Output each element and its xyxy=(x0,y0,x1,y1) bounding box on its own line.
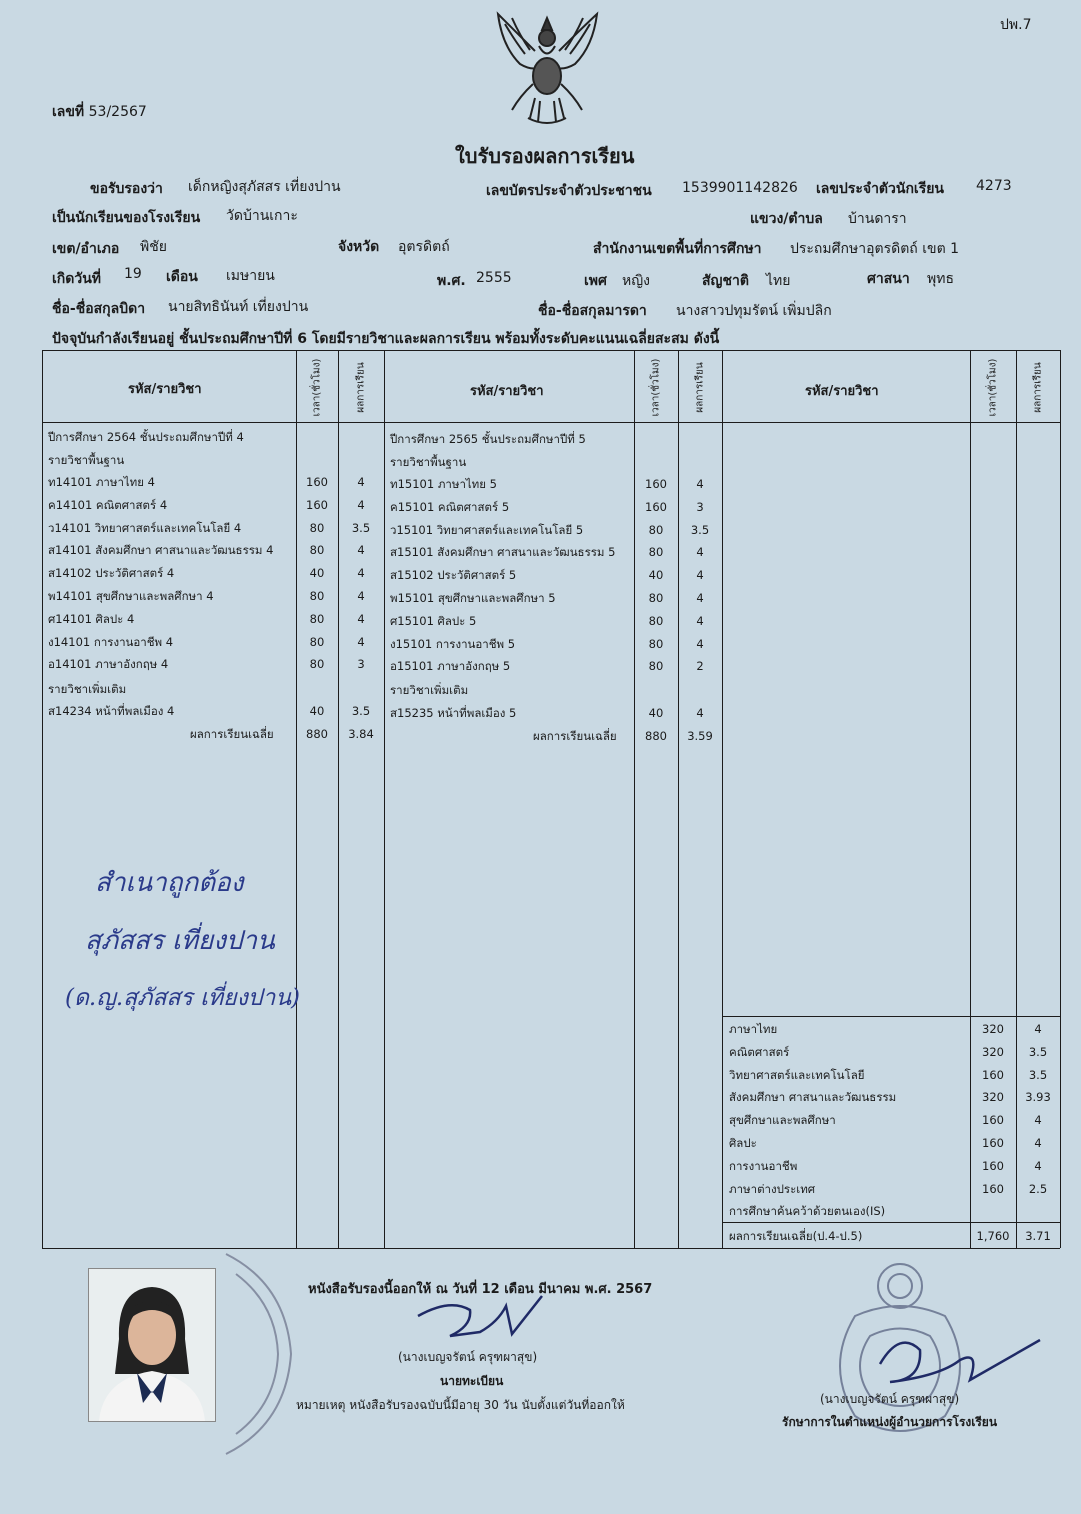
summary-row-grade: 2.5 xyxy=(1028,1181,1048,1196)
summary-row-subject: การศึกษาค้นคว้าด้วยตนเอง(IS) xyxy=(729,1204,886,1219)
col2-extra-label: รายวิชาเพิ่มเติม xyxy=(390,683,469,697)
col2-row-subject: ค15101 คณิตศาสตร์ 5 xyxy=(390,499,510,514)
subdistrict-label: แขวง/ตำบล xyxy=(750,211,823,227)
col2-avg-hours: 880 xyxy=(645,729,667,743)
summary-row-grade: 4 xyxy=(1034,1136,1042,1150)
col2-year-title: ปีการศึกษา 2565 ชั้นประถมศึกษาปีที่ 5 xyxy=(390,432,586,446)
student-no-label: เลขประจำตัวนักเรียน xyxy=(816,181,945,197)
page-title: ใบรับรองผลการเรียน xyxy=(455,144,635,168)
summary-row-hours: 320 xyxy=(982,1044,1004,1059)
col2-row-grade: 2 xyxy=(696,659,704,674)
header-grade-3: ผลการเรียน xyxy=(1032,362,1044,413)
summary-row-hours: 160 xyxy=(982,1158,1004,1173)
year-label: พ.ศ. xyxy=(437,273,466,289)
nationality-value: ไทย xyxy=(766,273,791,289)
summary-row-grade: 4 xyxy=(1034,1158,1042,1173)
col2-row-grade: 4 xyxy=(696,545,704,560)
col1-avg-hours: 880 xyxy=(306,727,328,741)
header-hours-3: เวลา(ชั่วโมง) xyxy=(987,358,999,417)
registrar-signature-icon xyxy=(410,1292,550,1344)
col2-row-subject: พ15101 สุขศึกษาและพลศึกษา 5 xyxy=(390,591,556,605)
col1-avg-label: ผลการเรียนเฉลี่ย xyxy=(190,727,274,741)
col1-row-hours: 80 xyxy=(309,634,325,649)
col2-row-grade: 3.5 xyxy=(690,522,710,537)
nationality-label: สัญชาติ xyxy=(702,273,749,289)
col1-row-subject: พ14101 สุขศึกษาและพลศึกษา 4 xyxy=(48,589,214,603)
footer-note: หมายเหตุ หนังสือรับรองฉบับนี้มีอายุ 30 วัน นับตั้งแต่วันที่ออกให้ xyxy=(296,1398,625,1412)
col1-extra-subject: ส14234 หน้าที่พลเมือง 4 xyxy=(48,704,175,718)
student-name: เด็กหญิงสุภัสสร เที่ยงปาน xyxy=(188,179,341,195)
col2-extra-subject: ส15235 หน้าที่พลเมือง 5 xyxy=(390,706,517,720)
col2-row-subject: ศ15101 ศิลปะ 5 xyxy=(390,613,477,628)
col1-row-hours: 160 xyxy=(306,497,328,512)
handwritten-full-name: (ด.ญ.สุภัสสร เที่ยงปาน) xyxy=(65,985,301,1011)
summary-row-subject: วิทยาศาสตร์และเทคโนโลยี xyxy=(729,1067,865,1082)
header-subject-3: รหัส/รายวิชา xyxy=(805,384,879,399)
summary-row-grade: 4 xyxy=(1034,1022,1042,1036)
province-value: อุตรดิตถ์ xyxy=(398,239,450,255)
col1-row-hours: 80 xyxy=(309,589,325,603)
director-title: รักษาการในตำแหน่งผู้อำนวยการโรงเรียน xyxy=(782,1415,998,1429)
col1-row-grade: 4 xyxy=(357,589,365,603)
office-value: ประถมศึกษาอุตรดิตถ์ เขต 1 xyxy=(790,241,960,257)
col1-avg-grade: 3.84 xyxy=(348,727,374,741)
id-label: เลขบัตรประจำตัวประชาชน xyxy=(486,183,652,199)
school-stamp-left-icon xyxy=(196,1244,306,1464)
sex-label: เพศ xyxy=(584,273,607,289)
certify-label: ขอรับรองว่า xyxy=(90,181,163,197)
school-value: วัดบ้านเกาะ xyxy=(226,208,298,224)
col1-row-subject: ง14101 การงานอาชีพ 4 xyxy=(48,634,174,649)
col2-row-hours: 160 xyxy=(645,477,667,491)
col1-row-subject: ส14101 สังคมศึกษา ศาสนาและวัฒนธรรม 4 xyxy=(48,543,274,558)
summary-row-hours: 160 xyxy=(982,1113,1004,1128)
col1-row-hours: 80 xyxy=(309,657,325,672)
doc-number-value: 53/2567 xyxy=(88,104,147,120)
col2-row-grade: 4 xyxy=(696,591,704,605)
col1-row-grade: 4 xyxy=(357,634,365,649)
col1-row-hours: 40 xyxy=(309,566,325,581)
director-signature-icon xyxy=(860,1320,1050,1400)
header-subject-1: รหัส/รายวิชา xyxy=(128,382,202,397)
sex-value: หญิง xyxy=(622,273,650,289)
garuda-emblem-icon xyxy=(490,6,605,128)
summary-total-label: ผลการเรียนเฉลี่ย(ป.4-ป.5) xyxy=(729,1229,863,1243)
summary-row-subject: การงานอาชีพ xyxy=(729,1158,798,1173)
col1-extra-label: รายวิชาเพิ่มเติม xyxy=(48,682,127,696)
born-label: เกิดวันที่ xyxy=(52,271,102,287)
col2-avg-label: ผลการเรียนเฉลี่ย xyxy=(533,729,617,743)
col1-row-subject: ท14101 ภาษาไทย 4 xyxy=(48,475,155,489)
col2-row-subject: ส15101 สังคมศึกษา ศาสนาและวัฒนธรรม 5 xyxy=(390,545,616,560)
col1-extra-hours: 40 xyxy=(309,704,325,718)
col2-row-hours: 80 xyxy=(648,522,664,537)
father-label: ชื่อ-ชื่อสกุลบิดา xyxy=(52,301,146,317)
summary-row-grade: 4 xyxy=(1034,1113,1042,1128)
col2-row-hours: 80 xyxy=(648,636,664,651)
col2-row-hours: 80 xyxy=(648,545,664,560)
col2-row-grade: 4 xyxy=(696,636,704,651)
col1-row-subject: ว14101 วิทยาศาสตร์และเทคโนโลยี 4 xyxy=(48,520,242,535)
handwritten-signature-name: สุภัสสร เที่ยงปาน xyxy=(85,926,275,956)
header-hours-1: เวลา(ชั่วโมง) xyxy=(311,358,323,417)
header-subject-2: รหัส/รายวิชา xyxy=(470,384,544,399)
summary-row-hours: 160 xyxy=(982,1181,1004,1196)
born-year: 2555 xyxy=(476,270,512,286)
col1-row-subject: ส14102 ประวัติศาสตร์ 4 xyxy=(48,566,175,581)
col1-row-grade: 3 xyxy=(357,657,365,672)
col1-row-grade: 4 xyxy=(357,611,365,626)
col1-row-grade: 3.5 xyxy=(351,520,371,535)
born-month: เมษายน xyxy=(226,268,275,284)
summary-row-subject: คณิตศาสตร์ xyxy=(729,1044,790,1059)
col2-extra-hours: 40 xyxy=(648,706,664,720)
col1-year-title: ปีการศึกษา 2564 ชั้นประถมศึกษาปีที่ 4 xyxy=(48,430,244,444)
summary-total-grade: 3.71 xyxy=(1025,1229,1051,1243)
summary-row-hours: 320 xyxy=(982,1090,1004,1105)
header-hours-2: เวลา(ชั่วโมง) xyxy=(650,358,662,417)
col1-row-grade: 4 xyxy=(357,566,365,581)
col1-row-subject: อ14101 ภาษาอังกฤษ 4 xyxy=(48,657,169,672)
col2-avg-grade: 3.59 xyxy=(687,729,713,743)
mother-label: ชื่อ-ชื่อสกุลมารดา xyxy=(538,303,647,319)
header-grade-2: ผลการเรียน xyxy=(694,362,706,413)
col1-row-hours: 80 xyxy=(309,611,325,626)
form-code: ปพ.7 xyxy=(1000,17,1032,33)
col2-row-hours: 160 xyxy=(645,499,667,514)
summary-row-subject: สุขศึกษาและพลศึกษา xyxy=(729,1113,836,1128)
col1-row-subject: ค14101 คณิตศาสตร์ 4 xyxy=(48,497,168,512)
col2-row-subject: ส15102 ประวัติศาสตร์ 5 xyxy=(390,568,517,583)
col1-basic-label: รายวิชาพื้นฐาน xyxy=(48,453,125,467)
col1-row-subject: ศ14101 ศิลปะ 4 xyxy=(48,611,135,626)
col2-row-subject: ท15101 ภาษาไทย 5 xyxy=(390,477,497,491)
mother-value: นางสาวปทุมรัตน์ เพิ่มปลิก xyxy=(676,303,832,319)
born-day: 19 xyxy=(124,266,142,282)
summary-total-hours: 1,760 xyxy=(976,1229,1010,1243)
header-grade-1: ผลการเรียน xyxy=(355,362,367,413)
col2-row-grade: 4 xyxy=(696,477,704,491)
col1-row-grade: 4 xyxy=(357,497,365,512)
summary-row-subject: ภาษาต่างประเทศ xyxy=(729,1181,816,1196)
col2-row-hours: 80 xyxy=(648,591,664,605)
office-label: สำนักงานเขตพื้นที่การศึกษา xyxy=(593,241,762,257)
col2-row-hours: 80 xyxy=(648,613,664,628)
province-label: จังหวัด xyxy=(338,239,380,255)
col2-row-subject: ง15101 การงานอาชีพ 5 xyxy=(390,636,516,651)
col2-basic-label: รายวิชาพื้นฐาน xyxy=(390,455,467,469)
col1-row-hours: 80 xyxy=(309,520,325,535)
doc-number-label: เลขที่ xyxy=(52,104,85,120)
col2-extra-grade: 4 xyxy=(696,706,704,720)
summary-row-hours: 320 xyxy=(982,1022,1004,1036)
issued-text: หนังสือรับรองนี้ออกให้ ณ วันที่ 12 เดือน มีนาคม พ.ศ. 2567 xyxy=(308,1282,653,1297)
religion-value: พุทธ xyxy=(927,271,955,287)
col2-row-grade: 4 xyxy=(696,568,704,583)
col1-extra-grade: 3.5 xyxy=(351,704,371,718)
school-label: เป็นนักเรียนของโรงเรียน xyxy=(52,210,201,226)
id-value: 1539901142826 xyxy=(682,180,798,196)
summary-row-grade: 3.5 xyxy=(1028,1067,1048,1082)
current-status-text: ปัจจุบันกำลังเรียนอยู่ ชั้นประถมศึกษาปีที่ 6 โดยมีรายวิชาและผลการเรียน พร้อมทั้งระดับคะแนนเฉลี่ยสะสม ดังนี้ xyxy=(52,331,720,347)
director-name: (นางเบญจรัตน์ ครุฑผาสุข) xyxy=(820,1392,960,1406)
col2-row-hours: 40 xyxy=(648,568,664,583)
col1-row-hours: 80 xyxy=(309,543,325,558)
handwritten-certify: สำเนาถูกต้อง xyxy=(95,868,244,898)
district-value: พิชัย xyxy=(140,239,167,255)
doc-number xyxy=(52,101,147,123)
religion-label: ศาสนา xyxy=(867,271,910,287)
summary-row-subject: ศิลปะ xyxy=(729,1136,757,1150)
summary-row-hours: 160 xyxy=(982,1136,1004,1150)
summary-row-subject: ภาษาไทย xyxy=(729,1022,778,1036)
summary-row-grade: 3.93 xyxy=(1025,1090,1051,1105)
col1-row-grade: 4 xyxy=(357,475,365,489)
registrar-title: นายทะเบียน xyxy=(440,1374,504,1388)
month-label: เดือน xyxy=(166,269,198,285)
registrar-name: (นางเบญจรัตน์ ครุฑผาสุข) xyxy=(398,1350,538,1364)
student-no-value: 4273 xyxy=(976,178,1012,194)
subdistrict-value: บ้านดารา xyxy=(848,211,907,227)
summary-row-subject: สังคมศึกษา ศาสนาและวัฒนธรรม xyxy=(729,1090,897,1105)
col2-row-subject: ว15101 วิทยาศาสตร์และเทคโนโลยี 5 xyxy=(390,522,584,537)
col2-row-hours: 80 xyxy=(648,659,664,674)
district-label: เขต/อำเภอ xyxy=(52,241,120,257)
col2-row-grade: 4 xyxy=(696,613,704,628)
summary-row-grade: 3.5 xyxy=(1028,1044,1048,1059)
col1-row-grade: 4 xyxy=(357,543,365,558)
father-value: นายสิทธินันท์ เที่ยงปาน xyxy=(168,299,309,315)
col1-row-hours: 160 xyxy=(306,475,328,489)
col2-row-grade: 3 xyxy=(696,499,704,514)
col2-row-subject: อ15101 ภาษาอังกฤษ 5 xyxy=(390,659,511,674)
summary-row-hours: 160 xyxy=(982,1067,1004,1082)
